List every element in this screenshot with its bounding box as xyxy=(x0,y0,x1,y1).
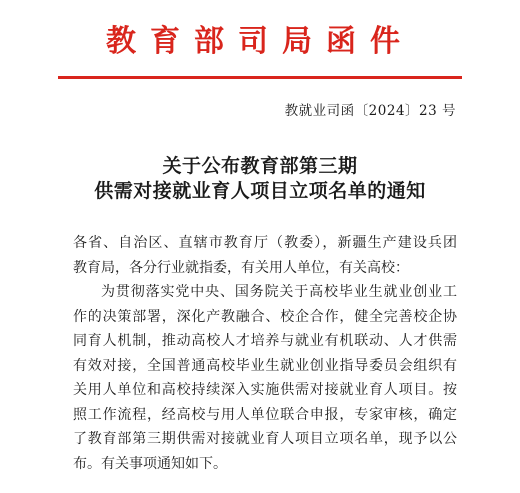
body-paragraph xyxy=(73,280,457,476)
title-line-1: 关于公布教育部第三期 xyxy=(162,155,358,177)
paragraph-line: 关用人单位和高校持续深入实施供需对接就业育人项目。按 xyxy=(73,382,457,398)
document-title xyxy=(0,154,520,204)
paragraph-line: 有效对接，全国普通高校毕业生就业创业指导委员会组织有 xyxy=(73,357,457,374)
paragraph-line: 同育人机制，推动高校人才培养与就业有机联动、人才供需 xyxy=(73,333,457,349)
paragraph-line: 了教育部第三期供需对接就业育人项目立项名单，现予以公 xyxy=(73,431,457,447)
paragraph-line: 照工作流程，经高校与用人单位联合申报，专家审核，确定 xyxy=(73,406,457,423)
document-number: 教就业司函〔2024〕23 号 xyxy=(284,103,456,119)
salutation-line-1: 各省、自治区、直辖市教育厅（教委），新疆生产建设兵团 xyxy=(73,235,457,251)
letterhead-red-rule xyxy=(58,76,462,79)
salutation-line-2: 教育局，各分行业就指委，有关用人单位，有关高校： xyxy=(73,259,409,276)
title-line-2: 供需对接就业育人项目立项名单的通知 xyxy=(94,180,426,202)
paragraph-line: 布。有关事项通知如下。 xyxy=(73,455,227,472)
salutation xyxy=(73,231,457,280)
document-body xyxy=(73,231,457,476)
letterhead-title: 教育部司局函件 xyxy=(106,24,414,59)
paragraph-line: 为贯彻落实党中央、国务院关于高校毕业生就业创业工 xyxy=(101,284,457,300)
paragraph-line: 作的决策部署，深化产教融合、校企合作，健全完善校企协 xyxy=(73,308,457,325)
